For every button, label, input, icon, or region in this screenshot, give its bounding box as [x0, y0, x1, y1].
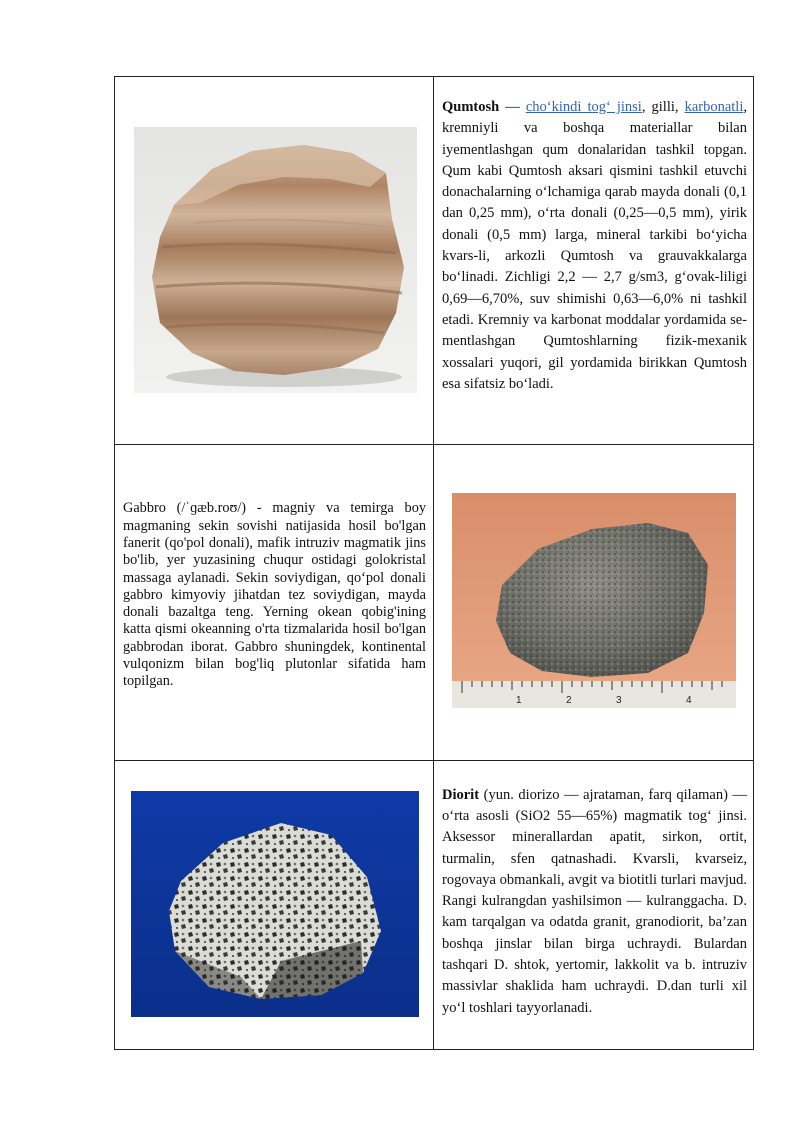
diorite-term: Diorit [442, 786, 480, 803]
diorite-body: (yun. diorizo — ajrataman, farq qilaman) — o‘rta asosli (SiO2 55—65%) magmatik tog‘ jinsi. Aksessor minerallardan apatit, sirkon, ortit, turmalin, sfen qatnashadi. Kvarsli, kvarseiz, rogovaya obmankali, avgit va biotitli turlari mavjud. Rangi kulrangdan yashilsimon — kulranggacha. D. kam tarqalgan va odatda granit, granodiorit, ba’zan boshqa jinslar bilan birga uchraydi. Bulardan tashqari D. shtok, yertomir, lakkolit va b. intruziv massivlar shaklida ham uchraydi. D.dan turli xil yo‘l toshlari tayyorlanadi. [442, 786, 747, 1016]
sandstone-rock-photo [134, 127, 417, 393]
gabbro-rock-photo [452, 493, 736, 708]
sandstone-description [434, 87, 753, 395]
ruler-label: 2 [566, 695, 572, 707]
sedimentary-rock-link[interactable]: cho‘kindi tog‘ jinsi [525, 99, 642, 115]
rock-info-table [114, 76, 754, 1050]
diorite-text-cell [434, 760, 754, 1049]
sandstone-body: , kremniyli va boshqa materiallar bilan iyementlashgan qum donalaridan tashkil topgan. Qum kabi Qumtosh aksari qismini tashkil etuvchi donachalarning o‘lchamiga qarab mayda donali (0,1 dan 0,25 mm), o‘rta donali (0,25—0,5 mm), yirik donali (0,5 mm) larga, mineral tarkibi bo‘yicha kvars-li, arkozli Qumtosh va grauvakkalarga bo‘linadi. Zichligi 2,2 — 2,7 g/sm3, g‘ovak-liligi 0,69—6,70%, suv shimishi 0,63—6,0% ni tashkil etadi. Kremniy va karbonat moddalar yordamida se-mentlashgan Qumtoshlarning fizik-mexanik xossalari yuqori, gil yordamida birikkan Qumtosh esa sifatsiz bo‘ladi. [442, 99, 747, 392]
text-fragment: , gilli, [641, 99, 685, 115]
dash: — [499, 99, 526, 115]
table-row [115, 760, 754, 1049]
sandstone-term: Qumtosh [442, 99, 500, 115]
gabbro-image-cell [434, 445, 754, 760]
diorite-description [434, 785, 753, 1019]
ruler-label: 1 [516, 695, 522, 707]
table-row [115, 77, 754, 445]
sandstone-text-cell [434, 77, 754, 445]
diorite-image-cell [115, 760, 434, 1049]
sandstone-image-cell [115, 77, 434, 445]
ruler-label: 4 [686, 695, 692, 707]
diorite-rock-photo [131, 791, 419, 1017]
ruler-label: 3 [616, 695, 622, 707]
table-row [115, 445, 754, 760]
gabbro-description: Gabbro (/ˈɡæb.roʊ/) - magniy va temirga boy magmaning sekin sovishi natijasida hosil bo'lgan fanerit (qo'pol donali), mafik intruziv magmatik jins bo'lib, yer yuzasining chuqur ostidagi golokristal massaga aylanadi. Sekin soviydigan, qo‘pol donali gabbro kimyoviy jihatdan tez soviydigan, mayda donali bazaltga teng. Yerning okean qobig'ining katta qismi okeanning o'rta tizmalarida hosil bo'lgan gabbrodan iborat. Gabbro shuningdek, kontinental vulqonizm bilan bog'liq plutonlar sifatida ham topilgan. [123, 500, 426, 690]
carbonate-link[interactable]: karbonatli [684, 99, 744, 115]
gabbro-text-cell [115, 445, 434, 760]
